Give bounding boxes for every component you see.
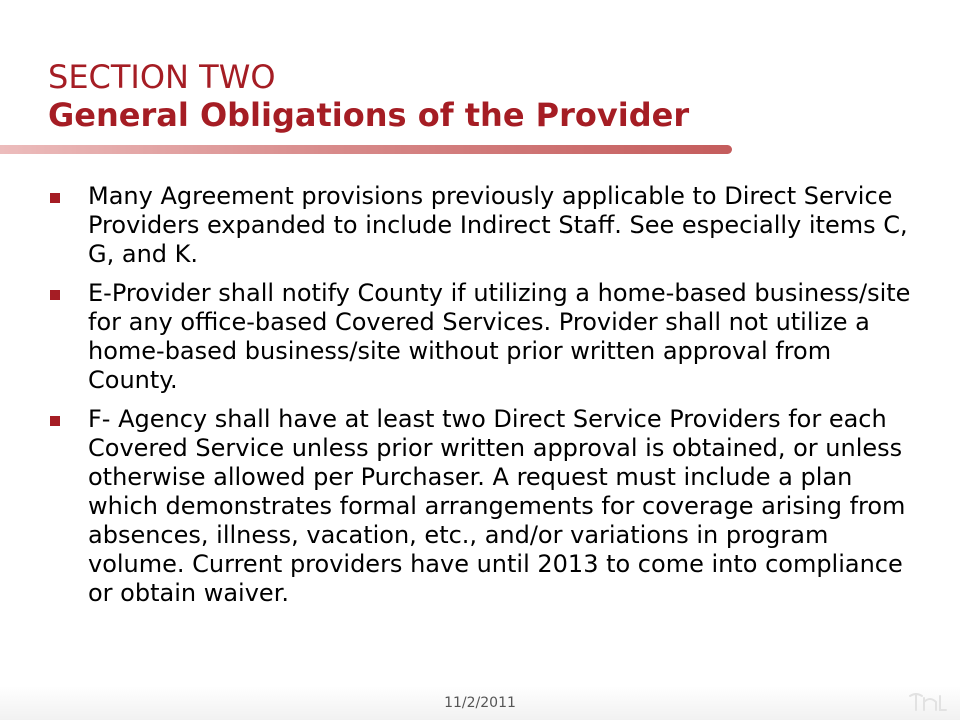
title-section: SECTION TWO (48, 58, 276, 96)
bullet-list (48, 182, 928, 618)
bullet-text: E-Provider shall notify County if utilizing a home-based business/site for any office-based Covered Services. Provider shall not utilize a home-based business/site without prior written approval from County. (88, 279, 911, 394)
title-underline (0, 145, 732, 154)
square-bullet-icon (50, 290, 60, 300)
square-bullet-icon (50, 416, 60, 426)
footer-date: 11/2/2011 (444, 695, 516, 711)
bullet-item (48, 405, 928, 608)
bullet-text: F- Agency shall have at least two Direct Service Providers for each Covered Service unless prior written approval is obtained, or unless otherwise allowed per Purchaser. A request must include a plan which demonstrates formal arrangements for coverage arising from absences, illness, vacation, etc., and/or variations in program volume. Current providers have until 2013 to come into compliance or obtain waiver. (88, 405, 906, 607)
watermark-logo-icon (906, 690, 948, 714)
bullet-text: Many Agreement provisions previously applicable to Direct Service Providers expanded to include Indirect Staff. See especially items C, G, and K. (88, 182, 908, 268)
bullet-item (48, 279, 928, 395)
slide-title (48, 58, 908, 134)
square-bullet-icon (50, 193, 60, 203)
title-heading: General Obligations of the Provider (48, 96, 690, 134)
bullet-item (48, 182, 928, 269)
